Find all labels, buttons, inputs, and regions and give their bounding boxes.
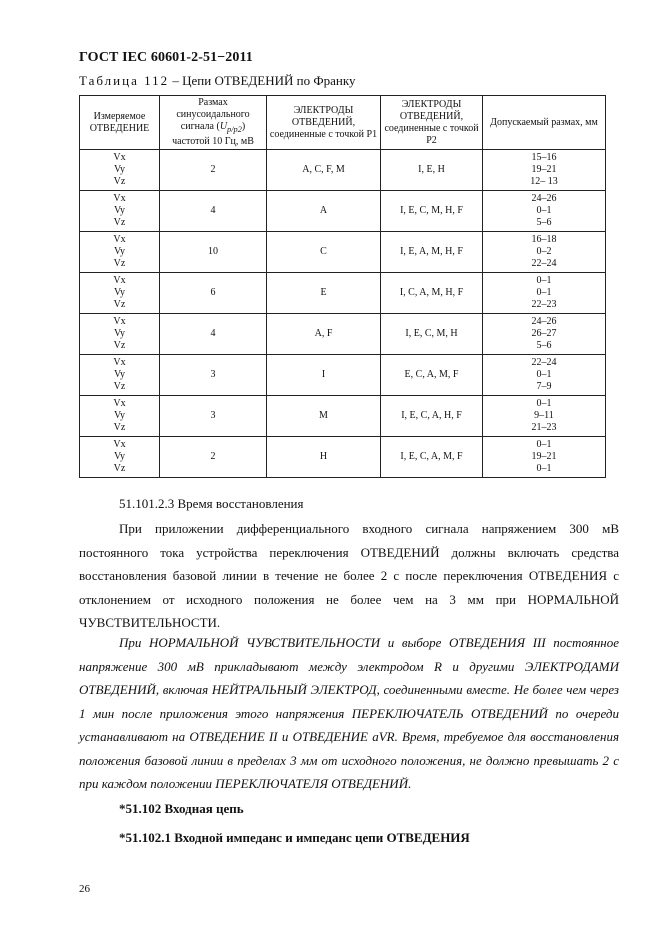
allowed-amplitude-value: 15–16 [531, 152, 557, 163]
cell-measured-lead [80, 150, 160, 191]
cell-measured-lead [80, 314, 160, 355]
cell-electrodes-p1: H [267, 437, 381, 478]
table-caption [79, 73, 355, 89]
header-amplitude-tail: ) частотой 10 Гц, мВ [172, 121, 254, 147]
allowed-amplitude-value: 26–27 [531, 328, 557, 339]
axis-label: Vz [113, 217, 126, 228]
axis-label: Vy [113, 328, 126, 339]
table-body [80, 150, 606, 478]
allowed-amplitude-value: 22–23 [531, 299, 557, 310]
table-caption-label: Таблица 112 [79, 73, 170, 88]
table-header-row [80, 96, 606, 150]
cell-allowed-amplitude [483, 437, 606, 478]
allowed-amplitude-value: 0–1 [536, 439, 552, 450]
cell-allowed-amplitude [483, 396, 606, 437]
header-allowed-amplitude: Допускаемый размах, мм [483, 96, 606, 150]
cell-allowed-amplitude [483, 150, 606, 191]
allowed-amplitude-value: 0–1 [536, 398, 552, 409]
cell-allowed-amplitude [483, 314, 606, 355]
allowed-amplitude-value: 0–1 [536, 463, 552, 474]
allowed-amplitude-value: 22–24 [531, 357, 557, 368]
axis-label: Vx [113, 234, 126, 245]
cell-measured-lead [80, 273, 160, 314]
allowed-amplitude-value: 9–11 [534, 410, 554, 421]
cell-amplitude: 2 [160, 150, 267, 191]
allowed-amplitude-value: 16–18 [531, 234, 557, 245]
cell-electrodes-p2: I, E, C, M, H, F [381, 191, 483, 232]
page-number: 26 [79, 883, 90, 895]
allowed-amplitude-value: 24–26 [531, 316, 557, 327]
axis-label: Vz [113, 422, 126, 433]
axis-label: Vz [113, 381, 126, 392]
allowed-amplitude-value: 0–1 [536, 287, 552, 298]
frank-leads-table [79, 95, 606, 478]
allowed-amplitude-value: 22–24 [531, 258, 557, 269]
cell-electrodes-p1: A [267, 191, 381, 232]
axis-label: Vy [113, 164, 126, 175]
cell-amplitude: 3 [160, 396, 267, 437]
table-row [80, 232, 606, 273]
cell-measured-lead [80, 437, 160, 478]
axis-label: Vx [113, 152, 126, 163]
cell-electrodes-p2: I, E, H [381, 150, 483, 191]
cell-electrodes-p1: C [267, 232, 381, 273]
cell-allowed-amplitude [483, 232, 606, 273]
cell-amplitude: 10 [160, 232, 267, 273]
header-amplitude-text: Размах синусоидального сигнала ( [176, 97, 250, 132]
allowed-amplitude-value: 19–21 [531, 451, 557, 462]
allowed-amplitude-value: 0–1 [536, 369, 552, 380]
document-standard-header: ГОСТ IEC 60601-2-51−2011 [79, 50, 253, 65]
cell-allowed-amplitude [483, 355, 606, 396]
allowed-amplitude-value: 0–1 [536, 205, 552, 216]
axis-label: Vz [113, 176, 126, 187]
table-row [80, 273, 606, 314]
cell-electrodes-p1: M [267, 396, 381, 437]
axis-label: Vx [113, 398, 126, 409]
cell-amplitude: 4 [160, 314, 267, 355]
allowed-amplitude-value: 5–6 [536, 217, 552, 228]
section-test-paragraph: При НОРМАЛЬНОЙ ЧУВСТВИТЕЛЬНОСТИ и выборе ОТВЕДЕНИЯ III постоянное напряжение 300 мВ прикладывают между электродом R и другими ЭЛЕКТРОДАМИ ОТВЕДЕНИЙ, включая НЕЙТРАЛЬНЫЙ ЭЛЕКТРОД, соединенными вместе. Не более чем через 1 мин после приложения этого напряжения ПЕРЕКЛЮЧАТЕЛЬ ОТВЕДЕНИЙ по очереди устанавливают на ОТВЕДЕНИЕ II и ОТВЕДЕНИЕ aVR. Время, требуемое для восстановления положения базовой линии в пределах 3 мм от исходного положения, не должно превышать 2 с при каждом положении ПЕРЕКЛЮЧАТЕЛЯ ОТВЕДЕНИЙ. [79, 635, 619, 791]
axis-label: Vz [113, 258, 126, 269]
allowed-amplitude-value: 24–26 [531, 193, 557, 204]
axis-label: Vy [113, 205, 126, 216]
cell-electrodes-p1: I [267, 355, 381, 396]
axis-label: Vz [113, 463, 126, 474]
cell-allowed-amplitude [483, 191, 606, 232]
axis-label: Vx [113, 357, 126, 368]
cell-electrodes-p2: I, E, C, A, H, F [381, 396, 483, 437]
axis-label: Vx [113, 316, 126, 327]
axis-label: Vy [113, 410, 126, 421]
header-signal-amplitude [160, 96, 267, 150]
cell-electrodes-p2: I, E, C, A, M, F [381, 437, 483, 478]
axis-label: Vy [113, 287, 126, 298]
cell-electrodes-p2: I, E, A, M, H, F [381, 232, 483, 273]
allowed-amplitude-value: 19–21 [531, 164, 557, 175]
cell-electrodes-p2: I, C, A, M, H, F [381, 273, 483, 314]
axis-label: Vy [113, 369, 126, 380]
cell-electrodes-p2: I, E, C, M, H [381, 314, 483, 355]
header-electrodes-p1: ЭЛЕКТРОДЫ ОТВЕДЕНИЙ, соединенные с точкой P1 [267, 96, 381, 150]
allowed-amplitude-value: 21–23 [531, 422, 557, 433]
cell-amplitude: 4 [160, 191, 267, 232]
section-heading: 51.101.2.3 Время восстановления [119, 496, 304, 511]
subsection-input-circuit: *51.102 Входная цепь [119, 801, 244, 816]
cell-electrodes-p1: E [267, 273, 381, 314]
axis-label: Vx [113, 275, 126, 286]
table-row [80, 191, 606, 232]
section-paragraph: При приложении дифференциального входного сигнала напряжением 300 мВ постоянного тока устройства переключения ОТВЕДЕНИЙ должны включать средства восстановления базовой линии в течение не более 2 с после переключения ОТВЕДЕНИЯ с отклонением от исходного положения не более чем на 3 мм при НОРМАЛЬНОЙ ЧУВСТВИТЕЛЬНОСТИ. [79, 521, 619, 630]
axis-label: Vy [113, 451, 126, 462]
axis-label: Vx [113, 193, 126, 204]
cell-amplitude: 3 [160, 355, 267, 396]
subsection-input-impedance: *51.102.1 Входной импеданс и импеданс цепи ОТВЕДЕНИЯ [119, 830, 470, 845]
table-row [80, 355, 606, 396]
cell-electrodes-p1: A, C, F, M [267, 150, 381, 191]
table-caption-title: – Цепи ОТВЕДЕНИЙ по Франку [172, 73, 356, 88]
cell-amplitude: 2 [160, 437, 267, 478]
axis-label: Vz [113, 340, 126, 351]
allowed-amplitude-value: 5–6 [536, 340, 552, 351]
allowed-amplitude-value: 7–9 [536, 381, 552, 392]
allowed-amplitude-value: 0–2 [536, 246, 552, 257]
cell-allowed-amplitude [483, 273, 606, 314]
header-measured-lead: Измеряемое ОТВЕДЕНИЕ [80, 96, 160, 150]
axis-label: Vy [113, 246, 126, 257]
header-electrodes-p2: ЭЛЕКТРОДЫ ОТВЕДЕНИЙ, соединенные с точкой P2 [381, 96, 483, 150]
cell-electrodes-p2: E, C, A, M, F [381, 355, 483, 396]
header-amplitude-symbol: U [219, 121, 228, 132]
cell-amplitude: 6 [160, 273, 267, 314]
table-row [80, 314, 606, 355]
allowed-amplitude-value: 12– 13 [530, 176, 558, 187]
table-row [80, 150, 606, 191]
allowed-amplitude-value: 0–1 [536, 275, 552, 286]
table-row [80, 437, 606, 478]
header-amplitude-subscript: p/p2 [227, 125, 242, 134]
cell-measured-lead [80, 396, 160, 437]
cell-measured-lead [80, 355, 160, 396]
cell-measured-lead [80, 232, 160, 273]
axis-label: Vx [113, 439, 126, 450]
table-row [80, 396, 606, 437]
cell-measured-lead [80, 191, 160, 232]
cell-electrodes-p1: A, F [267, 314, 381, 355]
axis-label: Vz [113, 299, 126, 310]
